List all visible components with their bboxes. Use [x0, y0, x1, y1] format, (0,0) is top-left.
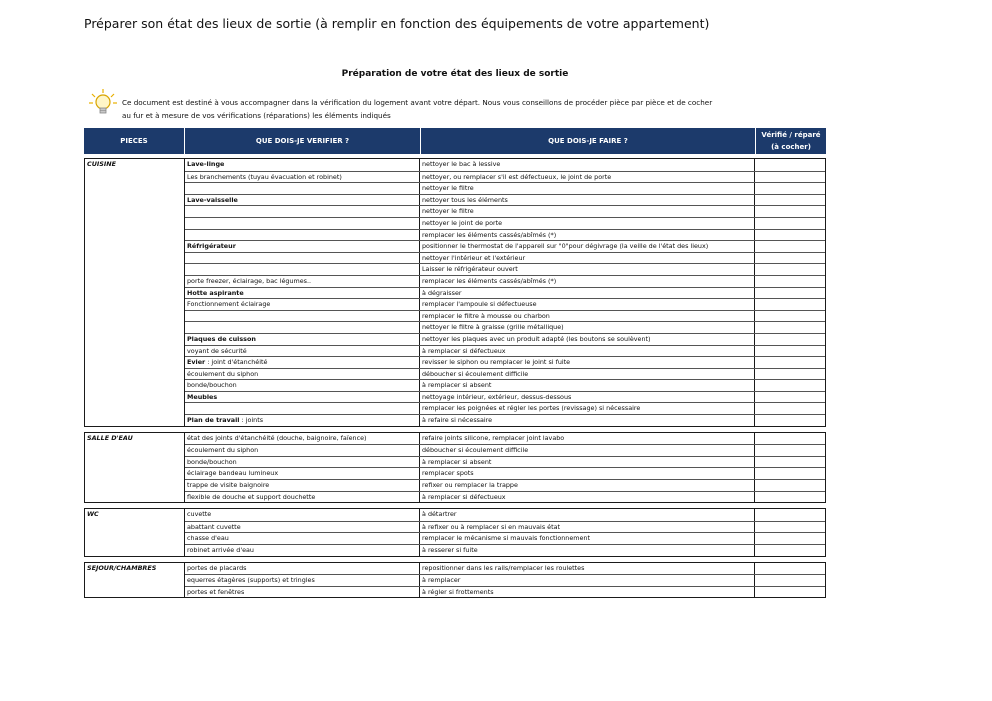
checkbox-cell[interactable] [755, 230, 825, 241]
equipment-name: Plan de travail [187, 416, 240, 425]
table-row [185, 444, 825, 456]
action-item: repositionner dans les rails/remplacer les roulettes [420, 563, 755, 575]
equipment-name: Lave-vaisselle [187, 195, 238, 204]
table-row [185, 182, 825, 194]
check-detail: bonde/bouchon [187, 457, 237, 466]
checkbox-cell[interactable] [755, 311, 825, 322]
room-block [84, 432, 826, 504]
check-item [185, 276, 420, 287]
table-row [185, 345, 825, 357]
check-item [185, 445, 420, 456]
checkbox-cell[interactable] [755, 575, 825, 586]
check-detail: Fonctionnement éclairage [187, 300, 271, 309]
intro-line-2: au fur et à mesure de vos vérifications (réparations) les éléments indiqués [122, 111, 391, 120]
action-item: à détartrer [420, 509, 755, 521]
action-item: à remplacer si absent [420, 380, 755, 391]
checkbox-cell[interactable] [755, 468, 825, 479]
table-row [185, 159, 825, 171]
equipment-name: Réfrigérateur [187, 242, 236, 251]
room-name: SEJOUR/CHAMBRES [85, 563, 185, 598]
check-detail: cuvette [187, 510, 212, 519]
check-item [185, 183, 420, 194]
check-detail: éclairage bandeau lumineux [187, 469, 279, 478]
action-item: à remplacer [420, 575, 755, 586]
checkbox-cell[interactable] [755, 392, 825, 403]
check-item [185, 230, 420, 241]
table-row [185, 532, 825, 544]
check-item [185, 264, 420, 275]
checkbox-cell[interactable] [755, 183, 825, 194]
table-row [185, 275, 825, 287]
table-row [185, 574, 825, 586]
checkbox-cell[interactable] [755, 415, 825, 426]
section-title: Préparation de votre état des lieux de sortie [341, 69, 569, 79]
table-row [185, 356, 825, 368]
action-item: à remplacer si défectueux [420, 346, 755, 357]
room-name: WC [85, 509, 185, 555]
table-row [185, 491, 825, 503]
table-row [185, 333, 825, 345]
checkbox-cell[interactable] [755, 587, 825, 598]
checkbox-cell[interactable] [755, 195, 825, 206]
room-block [84, 562, 826, 599]
check-detail: porte freezer, éclairage, bac légumes.. [187, 276, 312, 285]
check-detail: portes de placards [187, 563, 247, 572]
table-row [185, 456, 825, 468]
lightbulb-icon [88, 88, 118, 118]
check-item [185, 587, 420, 598]
table-row [185, 263, 825, 275]
table-row [185, 368, 825, 380]
check-detail: voyant de sécurité [187, 346, 247, 355]
check-item [185, 299, 420, 310]
room-name: SALLE D'EAU [85, 433, 185, 503]
header-faire: QUE DOIS-JE FAIRE ? [421, 128, 756, 154]
action-item: revisser le siphon ou remplacer le joint si fuite [420, 357, 755, 368]
equipment-name: Lave-linge [187, 160, 225, 168]
check-item [185, 195, 420, 206]
action-item: refixer ou remplacer la trappe [420, 480, 755, 491]
table-row [185, 509, 825, 521]
check-item [185, 509, 420, 521]
check-item [185, 545, 420, 556]
table-row [185, 414, 825, 426]
table-row [185, 287, 825, 299]
check-item [185, 380, 420, 391]
table-row [185, 171, 825, 183]
check-detail: abattant cuvette [187, 522, 241, 531]
check-item [185, 415, 420, 426]
header-check-line-2: (à cocher) [771, 143, 811, 151]
header-verifier: QUE DOIS-JE VERIFIER ? [185, 128, 421, 154]
checkbox-cell[interactable] [755, 380, 825, 391]
action-item: nettoyer les plaques avec un produit adapté (les boutons se soulèvent) [420, 334, 755, 345]
check-detail: état des joints d'étanchéité (douche, baignoire, faïence) [187, 433, 367, 442]
action-item: nettoyer le filtre [420, 206, 755, 217]
table-row [185, 391, 825, 403]
table-row [185, 205, 825, 217]
checkbox-cell[interactable] [755, 509, 825, 521]
table-row [185, 310, 825, 322]
check-item [185, 253, 420, 264]
equipment-name: Plaques de cuisson [187, 334, 256, 343]
action-item: remplacer les éléments cassés/abîmés (*) [420, 230, 755, 241]
checkbox-cell[interactable] [755, 253, 825, 264]
checkbox-cell[interactable] [755, 218, 825, 229]
table-row [185, 563, 825, 575]
room-rows [185, 433, 825, 503]
check-item [185, 403, 420, 414]
action-item: à refixer ou à remplacer si en mauvais état [420, 522, 755, 533]
check-item [185, 311, 420, 322]
action-item: à refaire si nécessaire [420, 415, 755, 426]
check-detail: bonde/bouchon [187, 381, 237, 390]
checkbox-cell[interactable] [755, 346, 825, 357]
action-item: nettoyer le bac à lessive [420, 159, 755, 171]
checkbox-cell[interactable] [755, 241, 825, 252]
check-detail: : joints [239, 416, 264, 425]
checkbox-cell[interactable] [755, 445, 825, 456]
check-item [185, 172, 420, 183]
checkbox-cell[interactable] [755, 533, 825, 544]
table-row [185, 252, 825, 264]
action-item: remplacer l'ampoule si défectueuse [420, 299, 755, 310]
action-item: nettoyer le filtre à graisse (grille métallique) [420, 322, 755, 333]
check-detail: flexible de douche et support douchette [187, 492, 316, 501]
table-row [185, 321, 825, 333]
check-item [185, 346, 420, 357]
check-item [185, 241, 420, 252]
checkbox-cell[interactable] [755, 357, 825, 368]
room-block [84, 508, 826, 556]
intro [88, 88, 848, 120]
equipment-name: Hotte aspirante [187, 288, 244, 297]
checkbox-cell[interactable] [755, 288, 825, 299]
table-row [185, 544, 825, 556]
table-row [185, 229, 825, 241]
checkbox-cell[interactable] [755, 334, 825, 345]
action-item: à resserer si fuite [420, 545, 755, 556]
checkbox-cell[interactable] [755, 172, 825, 183]
check-item [185, 369, 420, 380]
action-item: déboucher si écoulement difficile [420, 445, 755, 456]
action-item: remplacer spots [420, 468, 755, 479]
check-item [185, 522, 420, 533]
action-item: nettoyage intérieur, extérieur, dessus-dessous [420, 392, 755, 403]
check-detail: chasse d'eau [187, 534, 229, 543]
action-item: nettoyer le joint de porte [420, 218, 755, 229]
check-detail: robinet arrivée d'eau [187, 546, 254, 554]
header-check-line-1: Vérifié / réparé [761, 131, 821, 139]
table-row [185, 521, 825, 533]
check-item [185, 492, 420, 503]
checkbox-cell[interactable] [755, 159, 825, 171]
check-item [185, 392, 420, 403]
check-item [185, 357, 420, 368]
checkbox-cell[interactable] [755, 206, 825, 217]
check-item [185, 575, 420, 586]
checkbox-cell[interactable] [755, 457, 825, 468]
intro-text [122, 96, 842, 122]
room-name: CUISINE [85, 159, 185, 426]
action-item: positionner le thermostat de l'appareil sur "0"pour dégivrage (la veille de l'état des lieux) [420, 241, 755, 252]
action-item: Laisser le réfrigérateur ouvert [420, 264, 755, 275]
check-item [185, 322, 420, 333]
checkbox-cell[interactable] [755, 299, 825, 310]
check-item [185, 480, 420, 491]
check-detail: portes et fenêtres [187, 587, 245, 596]
table-row [185, 298, 825, 310]
checkbox-cell[interactable] [755, 522, 825, 533]
table-header [84, 128, 826, 154]
check-item [185, 206, 420, 217]
table-row [185, 402, 825, 414]
check-detail: equerres étagères (supports) et tringles [187, 576, 315, 585]
check-item [185, 457, 420, 468]
check-detail: trappe de visite baignoire [187, 481, 270, 490]
check-item [185, 433, 420, 445]
room-rows [185, 509, 825, 555]
check-item [185, 218, 420, 229]
room-block [84, 158, 826, 427]
table-row [185, 433, 825, 445]
check-detail: écoulement du siphon [187, 446, 259, 455]
table-row [185, 194, 825, 206]
checkbox-cell[interactable] [755, 276, 825, 287]
action-item: à dégraisser [420, 288, 755, 299]
table-row [185, 240, 825, 252]
intro-line-1: Ce document est destiné à vous accompagner dans la vérification du logement avant votre départ. Nous vous conseillons de procéder pièce par pièce et de cocher [122, 98, 713, 107]
table-row [185, 379, 825, 391]
table-row [185, 467, 825, 479]
checkbox-cell[interactable] [755, 433, 825, 445]
action-item: remplacer le filtre à mousse ou charbon [420, 311, 755, 322]
checkbox-cell[interactable] [755, 492, 825, 503]
checkbox-cell[interactable] [755, 322, 825, 333]
action-item: déboucher si écoulement difficile [420, 369, 755, 380]
table-row [185, 586, 825, 598]
check-detail: écoulement du siphon [187, 369, 259, 378]
action-item: à remplacer si absent [420, 457, 755, 468]
action-item: remplacer le mécanisme si mauvais fonctionnement [420, 533, 755, 544]
check-item [185, 533, 420, 544]
checkbox-cell[interactable] [755, 563, 825, 575]
action-item: remplacer les éléments cassés/abîmés (*) [420, 276, 755, 287]
equipment-name: Meubles [187, 392, 218, 401]
checkbox-cell[interactable] [755, 403, 825, 414]
header-pieces: PIECES [84, 128, 185, 154]
check-item [185, 159, 420, 171]
check-item [185, 334, 420, 345]
checkbox-cell[interactable] [755, 480, 825, 491]
action-item: nettoyer, ou remplacer s'il est défectueux, le joint de porte [420, 172, 755, 183]
action-item: nettoyer le filtre [420, 183, 755, 194]
checklist-table [84, 128, 826, 598]
action-item: remplacer les poignées et régler les portes (revissage) si nécessaire [420, 403, 755, 414]
action-item: nettoyer l'intérieur et l'extérieur [420, 253, 755, 264]
checkbox-cell[interactable] [755, 369, 825, 380]
table-row [185, 217, 825, 229]
check-item [185, 563, 420, 575]
action-item: à régler si frottements [420, 587, 755, 598]
check-detail: : joint d'étanchéité [205, 358, 268, 367]
equipment-name: Evier [187, 358, 206, 367]
action-item: refaire joints silicone, remplacer joint lavabo [420, 433, 755, 445]
room-rows [185, 159, 825, 426]
table-row [185, 479, 825, 491]
room-rows [185, 563, 825, 598]
checkbox-cell[interactable] [755, 545, 825, 556]
page-title: Préparer son état des lieux de sortie (à remplir en fonction des équipements de votre appartement) [84, 16, 710, 31]
check-detail: Les branchements (tuyau évacuation et robinet) [187, 172, 342, 181]
checkbox-cell[interactable] [755, 264, 825, 275]
table-body [84, 158, 826, 598]
check-item [185, 288, 420, 299]
check-item [185, 468, 420, 479]
action-item: à remplacer si défectueux [420, 492, 755, 503]
action-item: nettoyer tous les éléments [420, 195, 755, 206]
header-check [756, 128, 826, 154]
